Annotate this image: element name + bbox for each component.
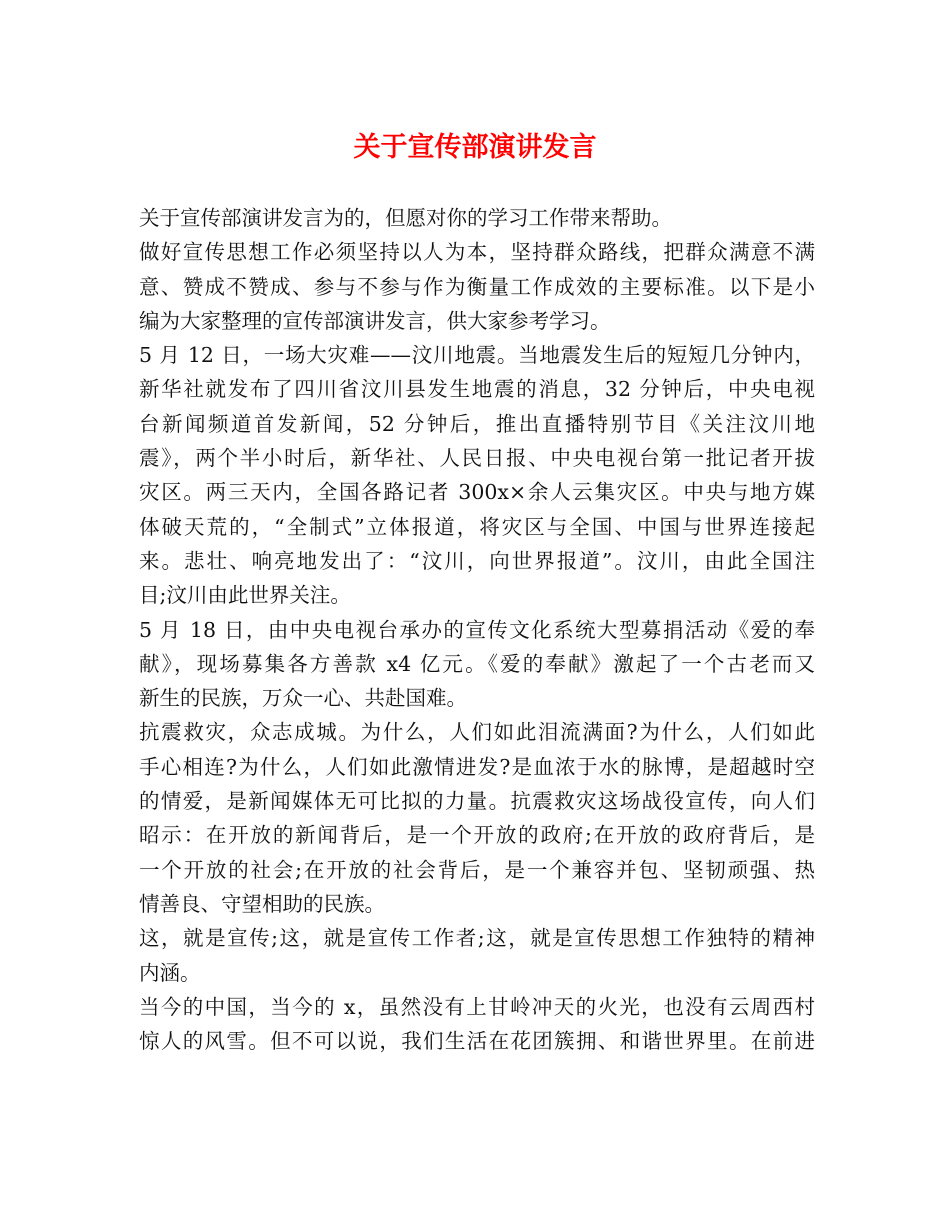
paragraph-line: 灾区。两三天内，全国各路记者 300x×余人云集灾区。中央与地方媒 [139,480,815,505]
paragraph-line: 来。悲壮、响亮地发出了：“汶川，向世界报道”。汶川，由此全国注 [139,548,815,573]
paragraph-line: 新生的民族，万众一心、共赴国难。 [139,686,467,711]
paragraph-line: 关于宣传部演讲发言为的，但愿对你的学习工作带来帮助。 [139,206,672,230]
paragraph-line: 的情爱，是新闻媒体无可比拟的力量。抗震救灾这场战役宣传，向人们 [139,789,815,814]
paragraph [139,990,815,1059]
paragraph-line: 震》，两个半小时后，新华社、人民日报、中央电视台第一批记者开拔 [139,446,815,471]
paragraph-line: 做好宣传思想工作必须坚持以人为本，坚持群众路线，把群众满意不满 [139,240,815,265]
paragraph-line: 编为大家整理的宣传部演讲发言，供大家参考学习。 [139,308,611,333]
paragraph [139,338,815,612]
document-body [139,201,815,1058]
paragraph-line: 台新闻频道首发新闻，52 分钟后，推出直播特别节目《关注汶川地 [139,411,815,436]
paragraph [139,613,815,716]
paragraph-line: 惊人的风雪。但不可以说，我们生活在花团簇拥、和谐世界里。在前进 [139,1029,815,1054]
paragraph-line: 5 月 18 日，由中央电视台承办的宣传文化系统大型募捐活动《爱的奉 [139,617,815,642]
paragraph-line: 一个开放的社会;在开放的社会背后，是一个兼容并包、坚韧顽强、热 [139,857,815,882]
document-title: 关于宣传部演讲发言 [353,132,597,163]
paragraph-line: 目;汶川由此世界关注。 [139,583,351,608]
paragraph [139,235,815,338]
paragraph-line: 手心相连?为什么，人们如此激情进发?是血浓于水的脉博，是超越时空 [139,754,815,779]
paragraph-line: 体破天荒的，“全制式”立体报道，将灾区与全国、中国与世界连接起 [139,514,815,539]
paragraph-line: 这，就是宣传;这，就是宣传工作者;这，就是宣传思想工作独特的精神 [139,926,815,951]
paragraph-line: 5 月 12 日，一场大灾难——汶川地震。当地震发生后的短短几分钟内， [139,343,815,368]
paragraph [139,715,815,921]
paragraph-line: 情善良、守望相助的民族。 [139,891,385,916]
paragraph-line: 意、赞成不赞成、参与不参与作为衡量工作成效的主要标准。以下是小 [139,274,815,299]
paragraph-line: 献》，现场募集各方善款 x4 亿元。《爱的奉献》激起了一个古老而又 [139,651,815,676]
paragraph-line: 抗震救灾，众志成城。为什么，人们如此泪流满面?为什么，人们如此 [139,720,815,745]
paragraph-line: 新华社就发布了四川省汶川县发生地震的消息，32 分钟后，中央电视 [139,377,815,402]
paragraph [139,201,815,235]
paragraph-line: 内涵。 [139,960,201,985]
paragraph [139,921,815,990]
paragraph-line: 当今的中国，当今的 x，虽然没有上甘岭冲天的火光，也没有云周西村 [139,994,815,1019]
paragraph-line: 昭示：在开放的新闻背后，是一个开放的政府;在开放的政府背后，是 [139,823,815,848]
